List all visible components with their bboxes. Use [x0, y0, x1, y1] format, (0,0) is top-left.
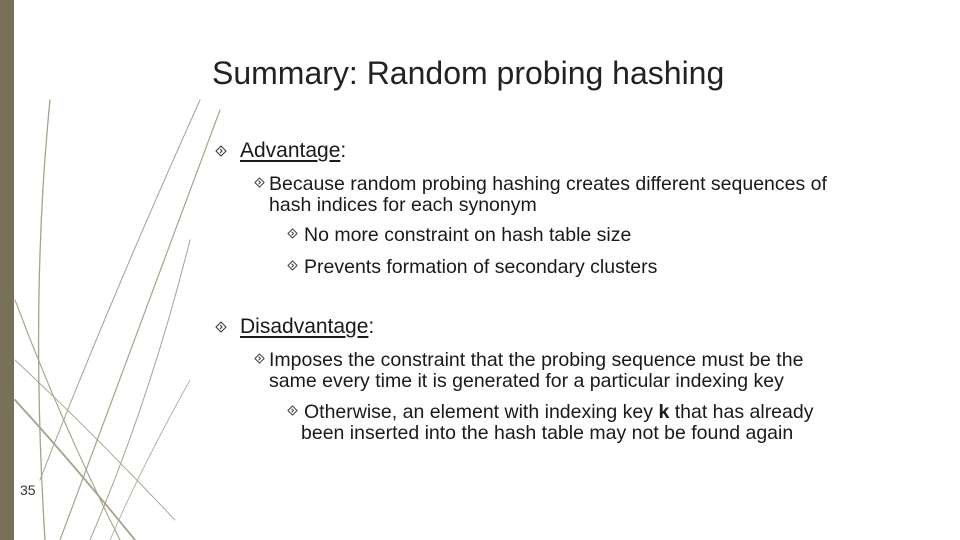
indexing-key-k: k: [658, 401, 670, 423]
diamond-arrow-icon: [215, 321, 227, 333]
advantage-point-line1: Because random probing hashing creates different sequences of: [269, 173, 827, 195]
disadvantage-subpoint-text-a: Otherwise, an element with indexing key: [304, 401, 659, 423]
diamond-arrow-icon: [254, 353, 265, 364]
decor-curve: [15, 400, 135, 540]
disadvantage-subpoint-text-b: that has already: [669, 401, 814, 423]
advantage-subpoint-text: No more constraint on hash table size: [304, 224, 632, 246]
advantage-point-line2: hash indices for each synonym: [269, 194, 537, 216]
disadvantage-point-line2: same every time it is generated for a particular indexing key: [269, 370, 784, 392]
advantage-colon: :: [340, 139, 347, 162]
diamond-arrow-icon: [287, 260, 298, 271]
page-number: 35: [20, 482, 36, 498]
diamond-arrow-icon: [287, 228, 298, 239]
decor-curve: [39, 100, 50, 540]
diamond-arrow-icon: [254, 177, 265, 188]
diamond-arrow-icon: [215, 145, 227, 157]
disadvantage-colon: :: [368, 315, 375, 338]
disadvantage-subpoint-line2: been inserted into the hash table may not be found again: [301, 422, 794, 444]
decor-curve: [40, 100, 200, 480]
disadvantage-label: Disadvantage: [240, 315, 369, 338]
advantage-label: Advantage: [240, 139, 341, 162]
slide-title: Summary: Random probing hashing: [212, 55, 725, 91]
advantage-subpoint-text: Prevents formation of secondary clusters: [304, 256, 658, 278]
decor-curve: [90, 240, 190, 540]
diamond-arrow-icon: [287, 405, 298, 416]
disadvantage-point-line1: Imposes the constraint that the probing sequence must be the: [269, 349, 804, 371]
